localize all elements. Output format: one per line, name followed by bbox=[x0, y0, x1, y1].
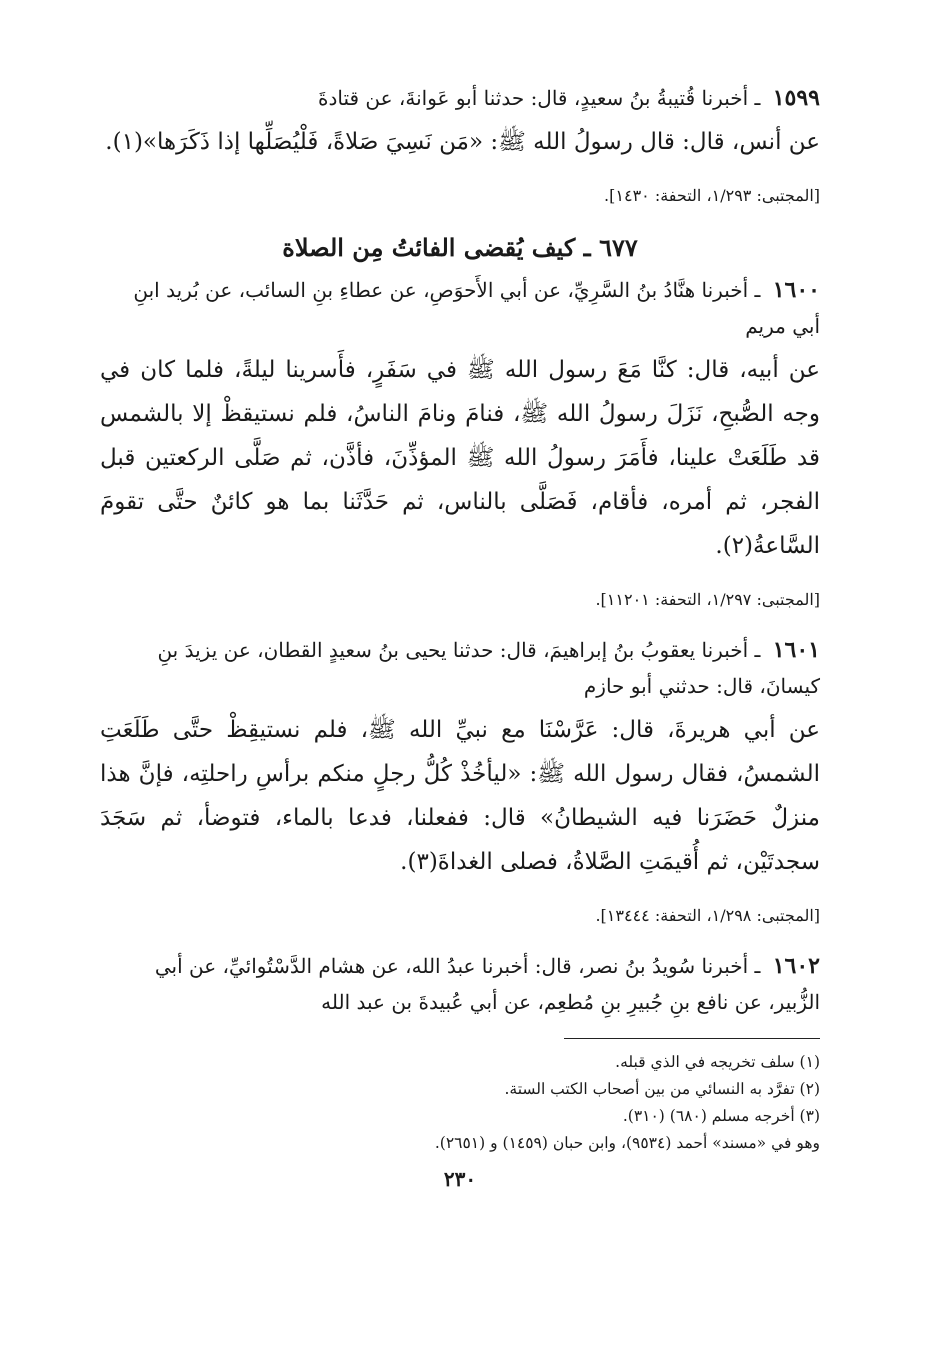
isnad-text: ـ أخبرنا قُتيبةُ بنُ سعيدٍ، قال: حدثنا أبو عَوانةَ، عن قتادةَ bbox=[317, 86, 761, 110]
hadith-reference: [المجتبى: ١/٢٩٨، التحفة: ١٣٤٤٤]. bbox=[595, 906, 820, 925]
isnad-text: ـ أخبرنا هنَّادُ بنُ السَّرِيِّ، عن أبي الأَحوَصِ، عن عطاءِ بنِ السائب، عن بُريد ابنِ أبي مريم bbox=[133, 278, 820, 338]
footnote-3-continued: وهو في «مسند» أحمد (٩٥٣٤)، وابن حبان (١٤٥٩) و (٢٦٥١). bbox=[434, 1134, 820, 1152]
footnote-2: (٢) تفرَّد به النسائي من بين أصحاب الكتب الستة. bbox=[504, 1080, 820, 1098]
footnote-3: (٣) أخرجه مسلم (٦٨٠) (٣١٠). bbox=[622, 1107, 820, 1125]
hadith-1601 bbox=[100, 632, 820, 928]
hadith-matn: عن أبيه، قال: كنَّا مَعَ رسول الله ﷺ في سَفَرٍ، فأَسرينا ليلةً، فلما كان في وجه الصُّبحِ، نَزَلَ رسولُ الله ﷺ، فنامَ ونامَ الناسُ، فلم نستيقظْ إلا بالشمس قد طَلَعَتْ علينا، فأَمَرَ رسولُ الله ﷺ المؤذِّنَ، فأذَّن، ثم صَلَّى الركعتين قبل الفجر، ثم أمره، فأقام، فَصَلَّى بالناس، ثم حَدَّثَنا بما هو كائنٌ حتَّى تقومَ السَّاعةُ(٢). bbox=[100, 357, 820, 559]
footnote-1: (١) سلف تخريجه في الذي قبله. bbox=[615, 1053, 820, 1071]
hadith-number: ١٦٠٠ bbox=[772, 277, 820, 303]
isnad-text: ـ أخبرنا يعقوبُ بنُ إبراهيمَ، قال: حدثنا يحيى بنُ سعيدٍ القطان، عن يزيدَ بنِ كيسانَ، قال: حدثني أبو حازم bbox=[157, 638, 820, 698]
hadith-1599 bbox=[100, 80, 820, 208]
hadith-1602 bbox=[100, 948, 820, 1020]
hadith-reference: [المجتبى: ١/٢٩٧، التحفة: ١١٢٠١]. bbox=[595, 590, 820, 609]
hadith-matn: عن أنس، قال: قال رسولُ الله ﷺ: «مَن نَسِيَ صَلاةً، فَلْيُصَلِّها إذا ذَكَرَها»(١). bbox=[105, 129, 820, 155]
hadith-number: ١٦٠١ bbox=[772, 637, 820, 663]
hadith-1600 bbox=[100, 272, 820, 612]
hadith-matn: عن أبي هريرةَ، قال: عَرَّسْنَا مع نبيِّ الله ﷺ، فلم نستيقِظْ حتَّى طَلَعَتِ الشمسُ، فقال رسول الله ﷺ: «ليأخُذْ كُلُّ رجلٍ منكم برأسِ راحلتِه، فإنَّ هذا منزلٌ حَضَرَنا فيه الشيطانُ» قال: ففعلنا، فدعا بالماء، فتوضأ، ثم سَجَدَ سجدتَيْن، ثم أُقيمَتِ الصَّلاةُ، فصلى الغداةَ(٣). bbox=[100, 717, 820, 875]
book-page bbox=[100, 80, 820, 1191]
footnote-divider bbox=[564, 1038, 820, 1039]
hadith-reference: [المجتبى: ١/٢٩٣، التحفة: ١٤٣٠]. bbox=[604, 186, 820, 205]
hadith-isnad bbox=[100, 632, 820, 704]
hadith-number: ١٦٠٢ bbox=[772, 953, 820, 979]
hadith-isnad bbox=[100, 272, 820, 344]
page-number: ٢٣٠ bbox=[443, 1167, 477, 1191]
footnotes bbox=[100, 1049, 820, 1157]
hadith-isnad bbox=[100, 948, 820, 1020]
hadith-isnad bbox=[100, 80, 820, 116]
chapter-heading: ٦٧٧ ـ كيف يُقضى الفائتُ مِن الصلاة bbox=[282, 233, 638, 262]
isnad-text: ـ أخبرنا سُويدُ بنُ نصر، قال: أخبرنا عبدُ الله، عن هشام الدَّسْتُوائيِّ، عن أبي الزُّبير، عن نافع بنِ جُبيرِ بنِ مُطعِم، عن أبي عُبيدةَ بن عبد الله bbox=[154, 954, 820, 1014]
hadith-number: ١٥٩٩ bbox=[772, 85, 820, 111]
